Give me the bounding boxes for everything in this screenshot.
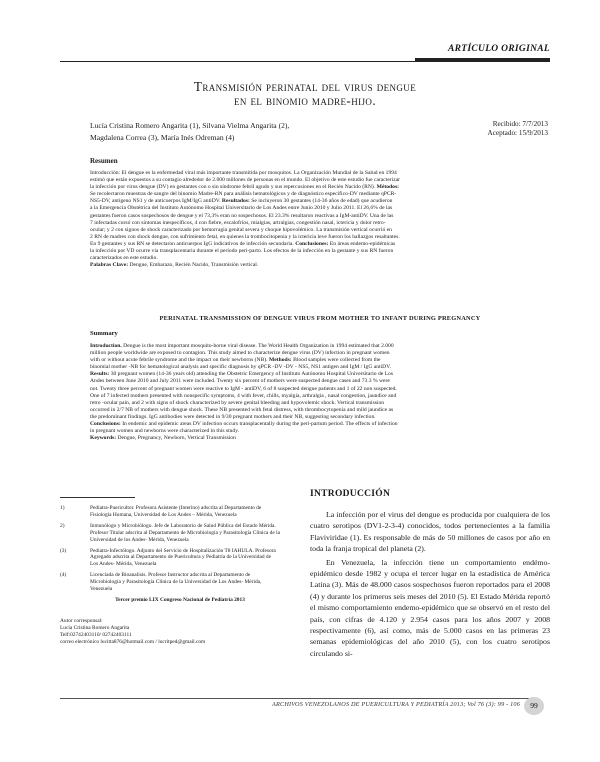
summary-line: the predominant findings. IgG antibodies were detected in 9/30 pregnant mothers and their NB, suggesting secondary infection. — [90, 413, 376, 420]
prize-note: Tercer premio LIX Congreso Nacional de Pediatría 2013 — [115, 596, 245, 603]
summary-line: Conclusions: In endemic and epidemic areas DV infection occurs transplacentally during the peri-partum period. The effects of infection — [90, 421, 398, 428]
summary-heading: Summary — [90, 330, 118, 337]
keywords-label-en: Keywords: — [90, 435, 117, 442]
footnote-item: (4) Licenciada de Bioanalisis. Profesor Instructor adscrita al Departamento de Microbiología y Parasitología Clínica de la Universidad de Los Andes- Mérida, Venezuela — [60, 572, 262, 593]
accepted-date: Aceptado: 15/9/2013 — [487, 129, 548, 137]
resumen-keywords: Palabras Clave: Dengue, Embarazo, Recién Nacido, Transmisión vertical. — [90, 262, 259, 269]
resumen-line: la infección por VD ocurre vía transplacentaria durante el período peri-parto. Los efectos de la infección en la gestante y sus RN fueron — [90, 248, 394, 255]
dates — [428, 120, 548, 138]
footnote-item: 1) Pediatra-Puericultor. Profesora Asistente (Interino) adscrita al Departamento de Fisiología Humana, Universidad de Los Andes – Mérida, Venezuela — [60, 505, 262, 518]
results-label-en: Results: — [90, 371, 110, 378]
intro-paragraph-2: En Venezuela, la infección tiene un comportamiento endémo-epidémico desde 1982 y ocupa el tercer lugar en la estadística de América Latina (3). Más de 48.000 casos sospechosos fueron reportados para el 2008 (4) y durante los primeros seis meses del 2010 (5). El Estado Mérida reportó el mismo comportamiento endemo-epidémico que se observó en el resto del país, con cifras de 4.120 y 2.954 casos para los años 2007 y 2008 respectivamente (6), así como, más de 5.000 casos en las primeras 23 semanas epidemiológicas del año 2010 (5), con los cuatro serotipos circulando si- — [310, 557, 550, 658]
authors-line-2: Magdalena Correa (3), María Inés Odreman (4) — [90, 132, 235, 142]
resumen-line: Introducción: El dengue es la enfermedad viral más importante transmitida por mosquitos. La Organización Mundial de la Salud en 1994 — [90, 170, 397, 176]
resumen-line: caracterizados en este estudio. — [90, 255, 158, 262]
intro-paragraph-1: La infección por el virus del dengue es producida por cualquiera de los cuatro serotipos (DV1-2-3-4) conocidos, todos pertenecientes a la familia Flaviviridae (1). Es responsable de más de 50 millones de casos por año en toda la franja tropical del planeta (2). — [310, 510, 550, 554]
footnote-rule — [60, 497, 135, 498]
summary-line: with or without acute febrile syndrome and the impact on their newborns (NB). Methods: Blood samples were collected from the — [90, 357, 381, 364]
contact-name: Lucía Cristina Romero Angarita — [60, 624, 130, 631]
contact-phone: Telf:02742403110/ 02742403111 — [60, 631, 132, 638]
summary-line: million people worldwide are exposed to contagion. This study aimed to characterize dengue virus (DV) infection in pregnant women — [90, 350, 390, 357]
received-date: Recibido: 7/7/2013 — [492, 120, 548, 128]
summary-line: One of 7 infected mothers presented with nonspecific symptoms, 4 with fever, chills, myalgia, arthralgia , nasal congestion, jaundice and — [90, 392, 397, 399]
resumen-heading: Resumen — [90, 157, 118, 165]
title-line-1: Transmisión perinatal del virus dengue — [193, 79, 417, 94]
article-title — [60, 80, 550, 108]
summary-line: binomial mother -NB for hematological analysis and specific diagnosis by qPCR -DV -DV - NS5, NS1 antigen and IgM / IgG antiDV. — [90, 364, 391, 371]
introduction-heading: INTRODUCCIÓN — [310, 489, 391, 499]
title-line-2: en el binomio madre-hijo. — [233, 93, 377, 108]
contact-label: Autor corresponsal: — [60, 617, 103, 624]
page-number: 99 — [524, 697, 544, 715]
authors — [90, 120, 370, 143]
resumen-line: En 9 gestantes y sus RN se detectaron anticuerpos IgG indicativos de infección secundaria. Conclusiones: En áreas endemo-epidémicas — [90, 240, 396, 247]
summary-line: in pregnant women and newborns were characterized in this study. — [90, 428, 240, 435]
introduction-label: Introduction. — [90, 343, 122, 349]
resumen-line: 7 infectadas cursó con síntomas inespecíficos, 4 con fiebre, escalofríos, mialgias, artralgias, congestión nasal, ictericia y dolor retro- — [90, 219, 386, 226]
section-label: ARTÍCULO ORIGINAL — [448, 44, 550, 54]
resumen-line: la infección por virus dengue (DV) en gestantes con o sin síndrome febril agudo y sus repercusiones en el Recién Nacido (RN). Métodos: — [90, 184, 399, 191]
keywords-label: Palabras Clave: — [90, 262, 129, 269]
summary-line: occurred in 2/7 NB of mothers with dengue shock. These NB presented with fetal distress, with thrombocytopenia and mild jaundice as — [90, 406, 394, 413]
summary-line: Results: 30 pregnant women (14-36 years old) attending the Obstetric Emergency of Instituto Autónomo Hospital Universitario de Los — [90, 371, 394, 378]
english-title: PERINATAL TRANSMISSION OF DENGUE VIRUS FROM MOTHER TO INFANT DURING PREGNANCY — [159, 315, 481, 322]
footnotes — [60, 505, 280, 646]
summary-line: retro -ocular pain, and 2 with signs of shock characterized by severe genital bleeding and hypovolemic shock. Vertical transmission — [90, 399, 385, 406]
authors-line-1: Lucía Cristina Romero Angarita (1), Silvana Vielma Angarita (2), — [90, 121, 290, 130]
resumen-line: 2 RN de madres con shock dengue, con sufrimiento fetal, en quienes la trombocitopenia y la ictericia leve fueron los hallazgos resaltantes. — [90, 233, 400, 240]
methods-label: Métodos: — [376, 184, 399, 191]
resumen-line: estimó que están expuestos a su contagio alrededor de 2.000 millones de personas en el mundo. El objetivo de este estudio fue caracterizar — [90, 177, 401, 184]
header-bar — [415, 58, 550, 62]
summary-line: Andes between June 2010 and July 2011 were included. Twenty six percent of mothers were suspected dengue cases and 73.3 % were — [90, 378, 390, 385]
methods-label-en: Methods: — [268, 357, 292, 364]
summary-line: not. Twenty three percent of pregnant women were reactive to IgM - antiDV, 6 of 8 suspected dengue patients and 1 of 22 non suspected. — [90, 385, 397, 392]
summary-keywords: Keywords: Dengue, Pregnancy, Newborn, Vertical Transmission — [90, 435, 236, 442]
resumen-line: gestantes fueron casos sospechosos de dengue y el 73,3% eran no sospechosos. El 23.3% resultaron reactivas a IgM-antiDV. Una de las — [90, 212, 394, 219]
results-label: Resultados: — [221, 198, 250, 205]
resumen-line: ocular; y 2 con signos de shock caracterizado por hemorragia genital severa y choque hipovolémico. La transmisión vertical ocurrió en — [90, 226, 392, 233]
conclusions-label: Conclusiones: — [295, 240, 329, 247]
summary-body — [90, 343, 550, 442]
summary-line: Introduction. Dengue is the most important mosquito-borne viral disease. The World Health Organization in 1994 estimated that 2.000 — [90, 343, 394, 349]
footer-rule — [60, 698, 530, 699]
resumen-line: NS5-DV, antígeno NS1 y de anticuerpos IgM/IgG antiDV. Resultados: Se incluyeron 30 gestantes (14-36 años de edad) que acudieron — [90, 198, 393, 205]
resumen-line: a la Emergencia Obstétrica del Instituto Autónomo Hospital Universitario de Los Andes entre Junio 2010 y Julio 2011. El 26,6% de las — [90, 205, 393, 212]
resumen-line: Se recolectaron muestras de sangre del binomio Madre-RN para análisis hematológicos y de diagnóstico específico-DV mediante qPCR- — [90, 191, 397, 198]
footnote-item: 2) Inmunólogo y Microbiólogo. Jefe de Laboratorio de Salud Pública del Estado Mérida. Profesor Titular adscrita al Departamento de Microbiología y Parasitología Clínica de la Universidad de los Andes- Mérida, Venezuela — [60, 522, 280, 543]
conclusions-label-en: Conclusions: — [90, 421, 121, 428]
footnote-item: (3) Pediatra-Infectólogo. Adjunto del Servicio de Hospitalización T8 IAHULA. Profesora Agregado adscrita al Departamento de Puericultura y Pediatría de la Universidad de Los Andes- Mérida, Venezuela — [60, 547, 276, 568]
introduction-body — [310, 509, 550, 661]
resumen-body — [90, 170, 550, 269]
contact-email: correo electrónico lucitta876@hotmail.com / lucritped@gmail.com — [60, 638, 206, 645]
journal-footer: ARCHIVOS VENEZOLANOS DE PUERICULTURA Y PEDIATRÍA 2013; Vol 76 (3): 99 - 106 — [272, 701, 520, 708]
corresponding-author — [60, 618, 280, 646]
